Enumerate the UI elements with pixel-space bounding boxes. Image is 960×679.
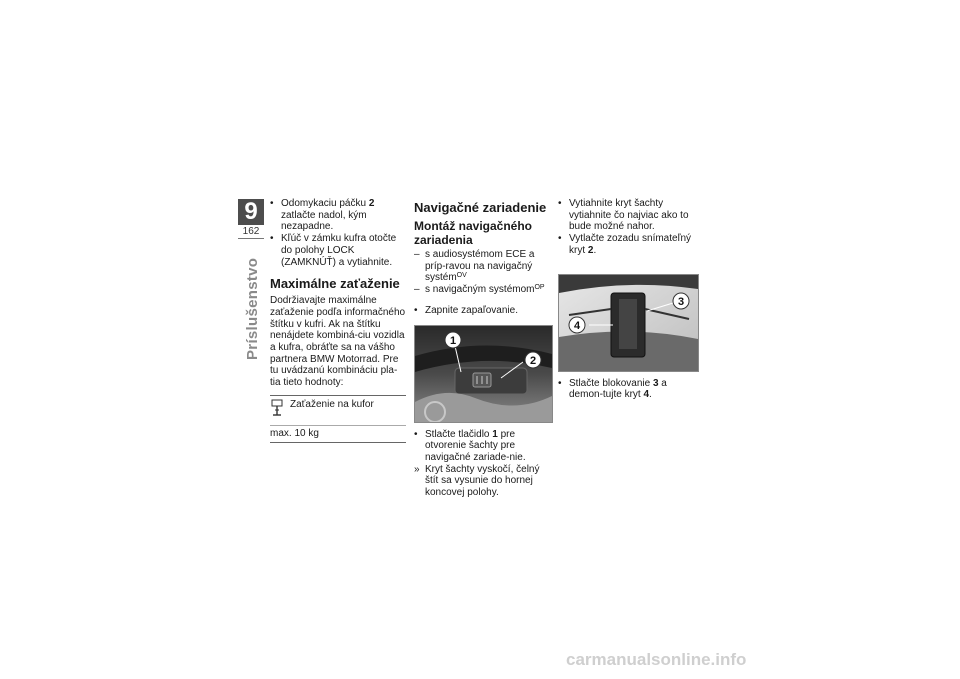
paragraph: Dodržiavajte maximálne zaťaženie podľa informačného štítku v kufri. Ak na štítku nenájdete kombiná-ciu vozidla a kufra, obráťte sa na vášho partnera BMW Motorrad. Pre tu uvádzanú kombináciu pla-tia tieto hodnoty: — [270, 295, 406, 389]
list-item: • Vytiahnite kryt šachty vytiahnite čo najviac ako to bude možné nahor. — [558, 198, 689, 233]
bullet-list — [558, 378, 698, 401]
callout-1: 1 — [449, 334, 457, 347]
bullet-list — [414, 429, 552, 499]
list-item: • Stlačte tlačidlo 1 pre otvorenie šachty pre navigačné zariade-nie. — [414, 428, 526, 463]
bullet-list — [414, 305, 552, 317]
column-3 — [558, 198, 698, 401]
section-heading: Maximálne zaťaženie — [270, 276, 400, 292]
navigation-cover-photo — [558, 274, 699, 372]
callout-3: 3 — [677, 295, 685, 308]
bullet-list — [558, 198, 698, 257]
callout-2: 2 — [529, 354, 537, 367]
section-heading: Navigačné zariadenie — [414, 200, 547, 215]
list-item: » Kryt šachty vyskočí, čelný štít sa vysunie do hornej koncovej polohy. — [414, 463, 540, 499]
sub-heading: Montáž navigačného zariadenia — [414, 219, 533, 247]
page-number: 162 — [242, 226, 260, 237]
bullet-list — [270, 198, 406, 268]
watermark: carmanualsonline.info — [566, 650, 747, 669]
list-item: • Vytlačte zozadu snímateľný kryt 2. — [558, 233, 692, 256]
chapter-side-label: Príslušenstvo — [244, 257, 261, 360]
list-item: – s audiosystémom ECE a príp-ravou na navigačný systém$^{OV}$ — [414, 249, 535, 284]
column-1 — [270, 198, 406, 443]
chapter-number: 9 — [238, 199, 264, 225]
callout-4: 4 — [573, 319, 581, 332]
list-item: • Odomykaciu páčku 2 zatlačte nadol, kým nezapadne. — [270, 198, 375, 233]
list-item: – s navigačným systémom$^{OP}$ — [414, 284, 545, 296]
navigation-button-photo — [414, 325, 553, 423]
page-number-rule — [238, 238, 264, 239]
list-item: • Zapnite zapaľovanie. — [414, 304, 518, 316]
column-2 — [414, 198, 552, 499]
dash-list — [414, 249, 552, 296]
load-weight-icon — [270, 399, 290, 421]
load-table — [270, 395, 406, 443]
table-value: max. 10 kg — [270, 427, 319, 439]
table-label: Zaťaženie na kufor — [290, 398, 374, 410]
list-item: • Stlačte blokovanie 3 a demon-tujte kryt 4. — [558, 377, 667, 401]
list-item: • Kľúč v zámku kufra otočte do polohy LOCK (ZAMKNÚŤ) a vytiahnite. — [270, 233, 397, 268]
